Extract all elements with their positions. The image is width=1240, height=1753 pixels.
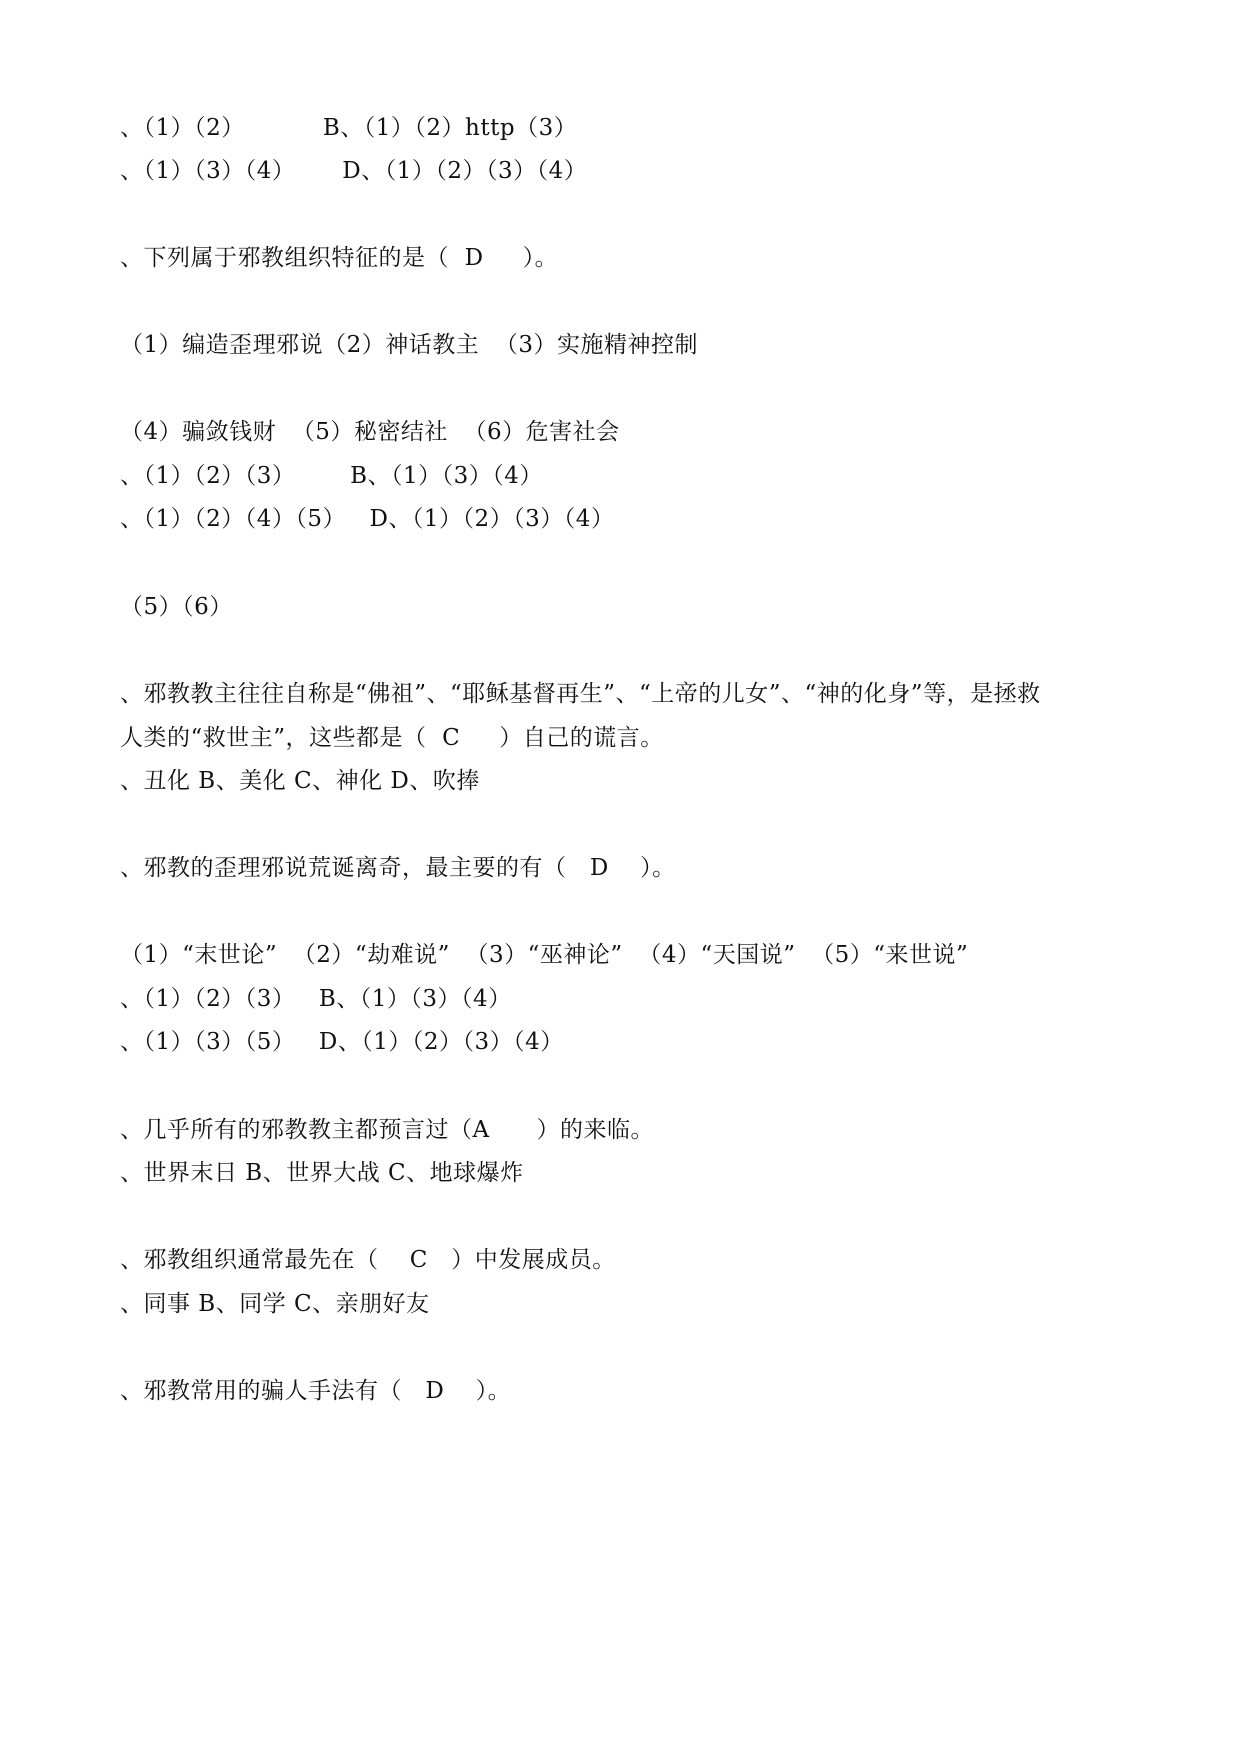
option-line-2: 、（1）（3）（4） D、（1）（2）（3）（4） bbox=[120, 158, 588, 184]
option-line-11: 、丑化 B、美化 C、神化 D、吹捧 bbox=[120, 768, 480, 794]
question-line-10: 人类的“救世主”，这些都是（ C ）自己的谎言。 bbox=[120, 725, 664, 751]
item-line-4: （1）编造歪理邪说（2）神话教主 （3）实施精神控制 bbox=[120, 332, 699, 358]
option-line-7: 、（1）（2）（4）（5） D、（1）（2）（3）（4） bbox=[120, 506, 615, 532]
option-line-19: 、同事 B、同学 C、亲朋好友 bbox=[120, 1291, 430, 1317]
option-line-6: 、（1）（2）（3） B、（1）（3）（4） bbox=[120, 463, 543, 489]
item-line-5: （4）骗敛钱财 （5）秘密结社 （6）危害社会 bbox=[120, 419, 620, 445]
question-line-18: 、邪教组织通常最先在（ C ）中发展成员。 bbox=[120, 1247, 616, 1273]
option-line-8: （5）（6） bbox=[120, 594, 233, 620]
question-line-16: 、几乎所有的邪教教主都预言过（A ）的来临。 bbox=[120, 1117, 654, 1143]
option-line-14: 、（1）（2）（3） B、（1）（3）（4） bbox=[120, 986, 512, 1012]
question-line-12: 、邪教的歪理邪说荒诞离奇，最主要的有（ D ）。 bbox=[120, 855, 676, 881]
option-line-1: 、（1）（2） B、（1）（2）http（3） bbox=[120, 115, 578, 141]
question-line-3: 、下列属于邪教组织特征的是（ D ）。 bbox=[120, 245, 559, 271]
option-line-15: 、（1）（3）（5） D、（1）（2）（3）（4） bbox=[120, 1029, 564, 1055]
item-line-13: （1）“末世论” （2）“劫难说” （3）“巫神论” （4）“天国说” （5）“来世说” bbox=[120, 942, 969, 968]
question-line-9: 、邪教教主往往自称是“佛祖”、“耶稣基督再生”、“上帝的儿女”、“神的化身”等，是拯救 bbox=[120, 681, 1041, 707]
question-line-20: 、邪教常用的骗人手法有（ D ）。 bbox=[120, 1378, 512, 1404]
option-line-17: 、世界末日 B、世界大战 C、地球爆炸 bbox=[120, 1160, 524, 1186]
